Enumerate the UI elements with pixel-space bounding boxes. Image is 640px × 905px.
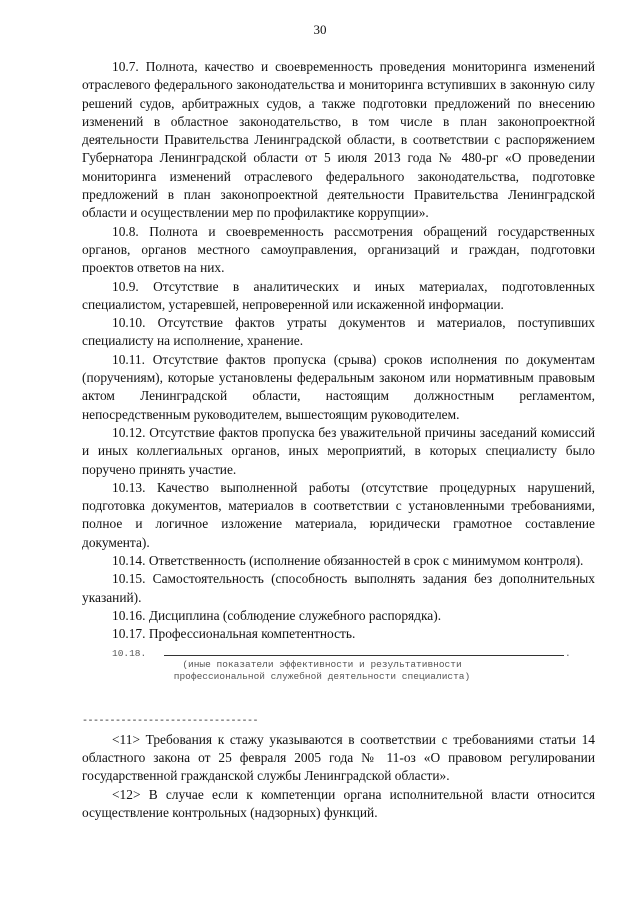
footnote-12: <12> В случае если к компетенции органа исполнительной власти относится осуществление контрольных (надзорных) функций. <box>82 786 595 820</box>
paragraph-10-10: 10.10. Отсутствие фактов утраты документов и материалов, поступивших специалисту на исполнение, хранение. <box>82 315 595 349</box>
paragraph-10-17: 10.17. Профессиональная компетентность. <box>112 626 356 642</box>
page-number: 30 <box>313 22 327 37</box>
page-body <box>82 58 595 822</box>
paragraph-10-7: 10.7. Полнота, качество и своевременность проведения мониторинга изменений отраслевого федерального законодательства и мониторинга вступивших в законную силу решений судов, арбитражных судов, а также подготовки предложений по внесению изменений в областное законодательство, в том числе в план законопроектной деятельности Правительства Ленинградской области, в соответствии с распоряжением Губернатора Ленинградской области от 5 июля 2013 года № 480-рг «О проведении мониторинга изменений отраслевого федерального законодательства, подготовке предложений в план законопроектной деятельности Правительства Ленинградской области и осуществлении мер по профилактике коррупции». <box>82 59 595 221</box>
paragraph-10-8: 10.8. Полнота и своевременность рассмотрения обращений государственных органов, органов местного самоуправления, организаций и граждан, подготовки проектов ответов на них. <box>82 223 595 276</box>
paragraph-10-15: 10.15. Самостоятельность (способность выполнять задания без дополнительных указаний). <box>82 571 595 605</box>
fill-in-line <box>164 655 564 656</box>
caption-line-1: (иные показатели эффективности и результативности <box>182 658 462 670</box>
paragraph-10-12: 10.12. Отсутствие фактов пропуска без уважительной причины заседаний комиссий и иных коллегиальных органов, иных мероприятий, в которых специалисту было поручено принять участие. <box>82 424 595 477</box>
paragraph-10-11: 10.11. Отсутствие фактов пропуска (срыва) сроков исполнения по документам (поручениям), которые установлены федеральным законом или нормативным правовым актом Ленинградской области, настоящим должностным регламентом, непосредственным руководителем, вышестоящим руководителем. <box>82 351 595 422</box>
paragraph-10-13: 10.13. Качество выполненной работы (отсутствие процедурных нарушений, подготовка документов, материалов в соответствии с установленными требованиями, полное и логичное изложение материала, юридически грамотное составление документа). <box>82 479 595 550</box>
paragraph-10-16: 10.16. Дисциплина (соблюдение служебного распорядка). <box>112 607 442 623</box>
item-10-18-end: . <box>565 647 571 659</box>
footnote-11: <11> Требования к стажу указываются в соответствии с требованиями статьи 14 областного закона от 25 февраля 2005 года № 11-оз «О правовом регулировании государственной гражданской службы Ленинградской области». <box>82 731 595 784</box>
item-10-18-caption <box>142 659 502 683</box>
paragraph-10-14: 10.14. Ответственность (исполнение обязанностей в срок с минимумом контроля). <box>112 553 584 569</box>
caption-line-2: профессиональной служебной деятельности специалиста) <box>173 670 471 682</box>
item-10-18-blank <box>82 645 595 659</box>
item-10-18-number: 10.18. <box>112 647 147 659</box>
footnote-separator: -------------------------------- <box>82 715 259 727</box>
paragraph-10-9: 10.9. Отсутствие в аналитических и иных материалах, подготовленных специалистом, устаревшей, непроверенной или искаженной информации. <box>82 278 595 312</box>
